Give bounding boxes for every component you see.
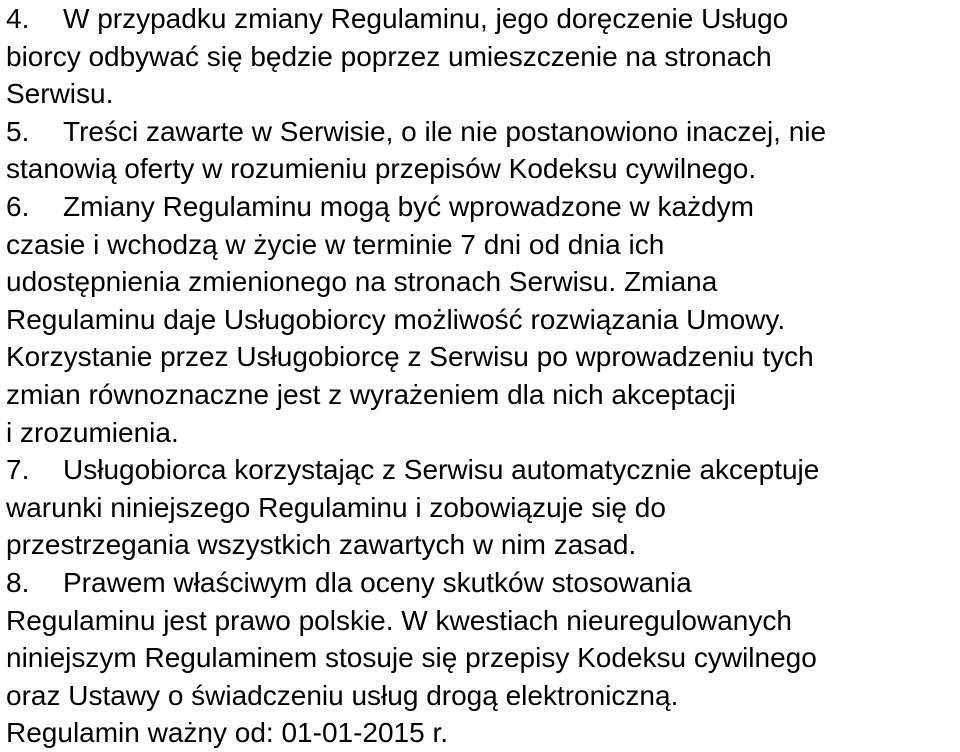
text-line [6, 226, 956, 264]
text-line [6, 526, 956, 564]
text-line [6, 75, 956, 113]
line-text: i zrozumienia. [6, 416, 179, 448]
line-text: Regulamin ważny od: 01-01-2015 r. [6, 717, 449, 749]
line-text: stanowią oferty w rozumieniu przepisów Kodeksu cywilnego. [6, 153, 757, 185]
text-line [6, 639, 956, 677]
text-line [6, 188, 956, 226]
line-text: Regulaminu jest prawo polskie. W kwestiach nieuregulowanych [6, 604, 792, 636]
text-line [6, 113, 956, 151]
line-text: Serwisu. [6, 78, 114, 110]
item-number: 7. [6, 454, 30, 486]
text-line [6, 150, 956, 188]
text-line [6, 0, 956, 38]
line-text: Zmiany Regulaminu mogą być wprowadzone w każdym [63, 190, 754, 222]
line-text: Prawem właściwym dla oceny skutków stosowania [63, 566, 692, 598]
line-text: Treści zawarte w Serwisie, o ile nie postanowiono inaczej, nie [63, 115, 827, 147]
line-text: przestrzegania wszystkich zawartych w nim zasad. [6, 529, 637, 561]
item-number: 4. [6, 3, 30, 34]
line-text: niniejszym Regulaminem stosuje się przepisy Kodeksu cywilnego [6, 642, 817, 674]
line-text: warunki niniejszego Regulaminu i zobowiązuje się do [6, 491, 666, 523]
text-line [6, 564, 956, 602]
text-line [6, 489, 956, 527]
item-number: 8. [6, 566, 30, 598]
text-line [6, 38, 956, 76]
text-line [6, 602, 956, 640]
line-text: Usługobiorca korzystając z Serwisu automatycznie akceptuje [63, 454, 820, 486]
text-line [6, 301, 956, 339]
text-line [6, 677, 956, 715]
line-text: Regulaminu daje Usługobiorcy możliwość rozwiązania Umowy. [6, 303, 786, 335]
line-text: W przypadku zmiany Regulaminu, jego doręczenie Usługo [63, 3, 789, 34]
item-number: 6. [6, 190, 30, 222]
line-text: udostępnienia zmienionego na stronach Serwisu. Zmiana [6, 266, 718, 298]
document-body [6, 0, 956, 752]
line-text: zmian równoznaczne jest z wyrażeniem dla nich akceptacji [6, 378, 736, 410]
text-line [6, 376, 956, 414]
line-text: czasie i wchodzą w życie w terminie 7 dni od dnia ich [6, 228, 665, 260]
line-text: Korzystanie przez Usługobiorcę z Serwisu po wprowadzeniu tych [6, 341, 814, 373]
item-number: 5. [6, 115, 30, 147]
text-line [6, 263, 956, 301]
validity-date-line [6, 714, 956, 752]
text-line [6, 414, 956, 452]
text-line [6, 338, 956, 376]
line-text: biorcy odbywać się będzie poprzez umieszczenie na stronach [6, 40, 772, 72]
text-line [6, 451, 956, 489]
line-text: oraz Ustawy o świadczeniu usług drogą elektroniczną. [6, 679, 679, 711]
